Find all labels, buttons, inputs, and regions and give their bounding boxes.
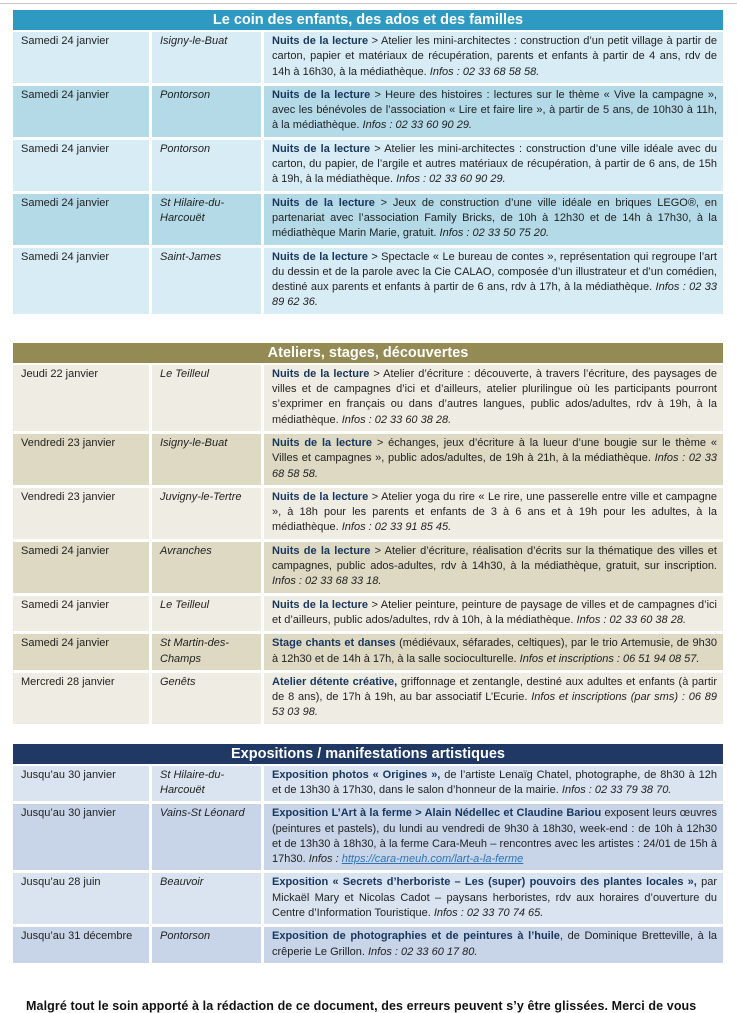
- date-cell: Vendredi 23 janvier: [13, 488, 149, 539]
- description-segment-bold: Nuits de la lecture: [272, 598, 369, 611]
- description-cell: [264, 488, 723, 539]
- date-cell: Samedi 24 janvier: [13, 542, 149, 593]
- location-cell: Juvigny-le-Tertre: [152, 488, 261, 539]
- description-segment-bold: Nuits de la lecture: [272, 367, 370, 380]
- description-cell: [264, 32, 723, 83]
- description-segment-regular: > Atelier d’écriture : découverte, à travers l’écriture, des paysages de villes et de campagnes d’ici et d’ailleurs, atelier plurilingue où les participants pourront s’exprimer en français ou dans d’autres langues, public ados/adultes, rdv à 19h, à la médiathèque.: [272, 367, 717, 426]
- description-segment-regular: > Atelier peinture, peinture de paysage de villes et de campagnes d’ici et d’ailleurs, public ados/adultes, rdv à 10h, à la médiathèque.: [272, 598, 717, 626]
- description-segment-italic: Infos et inscriptions : 06 51 94 08 57.: [519, 652, 700, 665]
- table-row: [13, 32, 723, 83]
- description-segment-regular: > Spectacle « Le bureau de contes », représentation qui regroupe l’art du dessin et de la parole avec la Cie CALAO, composée d’un illustrateur et d’un comédien, destiné aux parents et enfants à partir de 6 ans, rdv à 17h, à la médiathèque.: [272, 250, 717, 294]
- date-cell: Samedi 24 janvier: [13, 596, 149, 632]
- location-cell: St Hilaire-du-Harcouët: [152, 766, 261, 802]
- date-cell: Jusqu’au 31 décembre: [13, 927, 149, 963]
- date-cell: Samedi 24 janvier: [13, 248, 149, 314]
- description-cell: [264, 673, 723, 724]
- location-cell: Isigny-le-Buat: [152, 32, 261, 83]
- description-segment-italic: Infos : 02 33 60 90 29.: [396, 173, 506, 186]
- table-row: [13, 766, 723, 802]
- table-row: [13, 140, 723, 191]
- location-cell: Vains-St Léonard: [152, 804, 261, 870]
- description-cell: [264, 194, 723, 245]
- description-segment-italic: Infos : 02 33 60 90 29.: [362, 119, 472, 132]
- description-cell: [264, 634, 723, 670]
- table-row: [13, 804, 723, 870]
- description-segment-italic: Infos : 02 33 60 38 28.: [341, 413, 452, 426]
- description-segment-bold: Nuits de la lecture: [272, 490, 369, 503]
- table-row: [13, 194, 723, 245]
- description-segment-regular: > Atelier d’écriture, réalisation d’écrits sur la thématique des villes et campagnes, public ados-adultes, rdv à 14h30, à la médiathèque, gratuit, sur inscription.: [272, 544, 717, 573]
- description-segment-bold: Nuits de la lecture: [272, 436, 373, 449]
- description-segment-regular: de l’artiste Lenaïg Chatel, photographe, de 8h30 à 12h et de 13h30 à 17h30, dans le salon d’honneur de la mairie.: [272, 768, 717, 796]
- table-row: [13, 673, 723, 724]
- description-segment-regular: > Atelier les mini-architectes : construction d’une ville idéale avec du carton, du papier, de l’argile et autres matériaux de récupération, à partir de 6 ans, de 15h à 19h, à la médiathèque.: [272, 142, 717, 186]
- event-section: [13, 10, 723, 314]
- table-row: [13, 86, 723, 137]
- location-cell: St Martin-des-Champs: [152, 634, 261, 670]
- description-segment-bold: Atelier détente créative,: [272, 675, 398, 688]
- table-row: [13, 248, 723, 314]
- description-segment-bold: Stage chants et danses: [272, 637, 396, 650]
- description-segment-italic: Infos et inscriptions (par sms) : 06 89 53 03 98.: [272, 691, 717, 719]
- section-header: Ateliers, stages, découvertes: [13, 343, 723, 363]
- table-row: [13, 634, 723, 670]
- date-cell: Jeudi 22 janvier: [13, 365, 149, 431]
- description-cell: [264, 434, 723, 485]
- description-cell: [264, 140, 723, 191]
- section-rows: [13, 365, 723, 724]
- description-segment-bold: Nuits de la lecture: [272, 250, 368, 263]
- description-segment-bold: Nuits de la lecture: [272, 142, 371, 155]
- description-segment-bold: Exposition L’Art à la ferme > Alain Nédellec et Claudine Bariou: [272, 807, 602, 820]
- location-cell: Avranches: [152, 542, 261, 593]
- description-segment-bold: Nuits de la lecture: [272, 196, 375, 209]
- section-header: Le coin des enfants, des ados et des familles: [13, 10, 723, 30]
- description-segment-regular: (médiévaux, séfarades, celtiques), par le trio Artemusie, de 9h30 à 12h30 et de 14h à 17h, à la salle socioculturelle.: [272, 637, 717, 665]
- table-row: [13, 873, 723, 924]
- description-segment-italic: Infos : 02 33 91 85 45.: [341, 521, 452, 534]
- description-segment-italic: Infos : 02 33 89 62 36.: [272, 281, 717, 309]
- description-segment-regular: par Mickaël Mary et Nicolas Cadot – paysans herboristes, rdv aux horaires d’ouverture du Centre d’Information Touristique.: [272, 876, 717, 920]
- event-section: [13, 744, 723, 963]
- location-cell: Genêts: [152, 673, 261, 724]
- table-row: [13, 365, 723, 431]
- description-segment-italic: Infos : 02 33 50 75 20.: [439, 227, 550, 240]
- description-segment-regular: > Atelier les mini-architectes : construction d’un petit village à partir de carton, papier et matériaux de récupération, parents et enfants à partir de 4 ans, rdv de 14h à 16h30, à la médiathèque.: [272, 35, 717, 78]
- date-cell: Vendredi 23 janvier: [13, 434, 149, 485]
- description-segment-italic: Infos :: [308, 853, 342, 866]
- date-cell: Samedi 24 janvier: [13, 86, 149, 137]
- event-sections: [13, 10, 723, 963]
- description-segment-regular: griffonnage et zentangle, destiné aux adultes et enfants (à partir de 8 ans), de 17h à 19h, au bar associatif L’Ecurie.: [272, 675, 717, 704]
- description-segment-italic: Infos : 02 33 68 58 58.: [429, 65, 540, 78]
- description-segment-italic: Infos : 02 33 68 33 18.: [272, 575, 382, 588]
- location-cell: St Hilaire-du-Harcouët: [152, 194, 261, 245]
- table-row: [13, 542, 723, 593]
- description-segment-regular: > Jeux de construction d’une ville idéale en briques LEGO®, en partenariat avec l’association Family Bricks, de 10h à 12h30 et de 14h à 17h30, à la médiathèque Marin Marie, gratuit.: [272, 196, 717, 240]
- date-cell: Jusqu’au 30 janvier: [13, 804, 149, 870]
- location-cell: Pontorson: [152, 927, 261, 963]
- event-link[interactable]: https://cara-meuh.com/lart-a-la-ferme: [341, 853, 524, 866]
- description-cell: [264, 873, 723, 924]
- location-cell: Pontorson: [152, 140, 261, 191]
- date-cell: Jusqu’au 30 janvier: [13, 766, 149, 802]
- description-cell: [264, 804, 723, 870]
- table-row: [13, 434, 723, 485]
- table-row: [13, 596, 723, 632]
- description-segment-regular: exposent leurs œuvres (peintures et pastels), du lundi au vendredi de 9h30 à 18h30, week-end : de 10h à 12h30 et de 13h30 à 18h30, à la ferme Cara-Meuh – rencontres avec les artistes : 24/01 de 15h à 17h30.: [272, 807, 718, 866]
- location-cell: Le Teilleul: [152, 365, 261, 431]
- location-cell: Saint-James: [152, 248, 261, 314]
- description-segment-bold: Exposition photos « Origines »,: [272, 768, 441, 781]
- description-segment-regular: > échanges, jeux d’écriture à la lueur d’une bougie sur le thème « Villes et campagnes », public ados/adultes, de 19h à 21h, à la médiathèque.: [272, 436, 717, 465]
- description-segment-bold: Exposition de photographies et de peintures à l’huile: [272, 930, 560, 943]
- description-segment-italic: Infos : 02 33 70 74 65.: [433, 907, 544, 920]
- description-cell: [264, 927, 723, 963]
- date-cell: Samedi 24 janvier: [13, 634, 149, 670]
- description-segment-bold: Exposition « Secrets d’herboriste – Les (super) pouvoirs des plantes locales »,: [272, 876, 697, 889]
- events-document: [0, 4, 737, 1013]
- date-cell: Samedi 24 janvier: [13, 194, 149, 245]
- description-cell: [264, 248, 723, 314]
- date-cell: Mercredi 28 janvier: [13, 673, 149, 724]
- description-segment-italic: Infos : 02 33 60 17 80.: [368, 945, 478, 958]
- description-segment-bold: Nuits de la lecture: [272, 88, 371, 101]
- description-segment-regular: , de Dominique Bretteville, à la crêperie Le Grillon.: [272, 930, 717, 958]
- description-cell: [264, 542, 723, 593]
- date-cell: Samedi 24 janvier: [13, 140, 149, 191]
- date-cell: Jusqu’au 28 juin: [13, 873, 149, 924]
- table-row: [13, 927, 723, 963]
- disclaimer-text: Malgré tout le soin apporté à la rédaction de ce document, des erreurs peuvent s’y être glissées. Merci de vous: [26, 998, 697, 1013]
- event-section: [13, 343, 723, 724]
- description-segment-bold: Nuits de la lecture: [272, 35, 369, 47]
- location-cell: Isigny-le-Buat: [152, 434, 261, 485]
- description-segment-bold: Nuits de la lecture: [272, 544, 371, 557]
- description-segment-italic: Infos : 02 33 79 38 70.: [561, 783, 672, 796]
- section-rows: [13, 32, 723, 314]
- table-row: [13, 488, 723, 539]
- location-cell: Pontorson: [152, 86, 261, 137]
- description-segment-italic: Infos : 02 33 68 58 58.: [272, 452, 718, 480]
- section-rows: [13, 766, 723, 963]
- description-segment-regular: > Heure des histoires : lectures sur le thème « Vive la campagne », avec les bénévoles de l’association « Lire et faire lire », à partir de 5 ans, de 10h30 à 11h, à la médiathèque.: [272, 88, 717, 132]
- description-cell: [264, 766, 723, 802]
- description-cell: [264, 86, 723, 137]
- date-cell: Samedi 24 janvier: [13, 32, 149, 83]
- section-header: Expositions / manifestations artistiques: [13, 744, 723, 764]
- description-segment-italic: Infos : 02 33 60 38 28.: [576, 613, 687, 626]
- description-cell: [264, 596, 723, 632]
- description-cell: [264, 365, 723, 431]
- description-segment-regular: > Atelier yoga du rire « Le rire, une passerelle entre ville et campagne », à 18h pour les parents et enfants de 3 à 6 ans et à 19h pour les adultes, à la médiathèque.: [272, 490, 717, 534]
- location-cell: Le Teilleul: [152, 596, 261, 632]
- location-cell: Beauvoir: [152, 873, 261, 924]
